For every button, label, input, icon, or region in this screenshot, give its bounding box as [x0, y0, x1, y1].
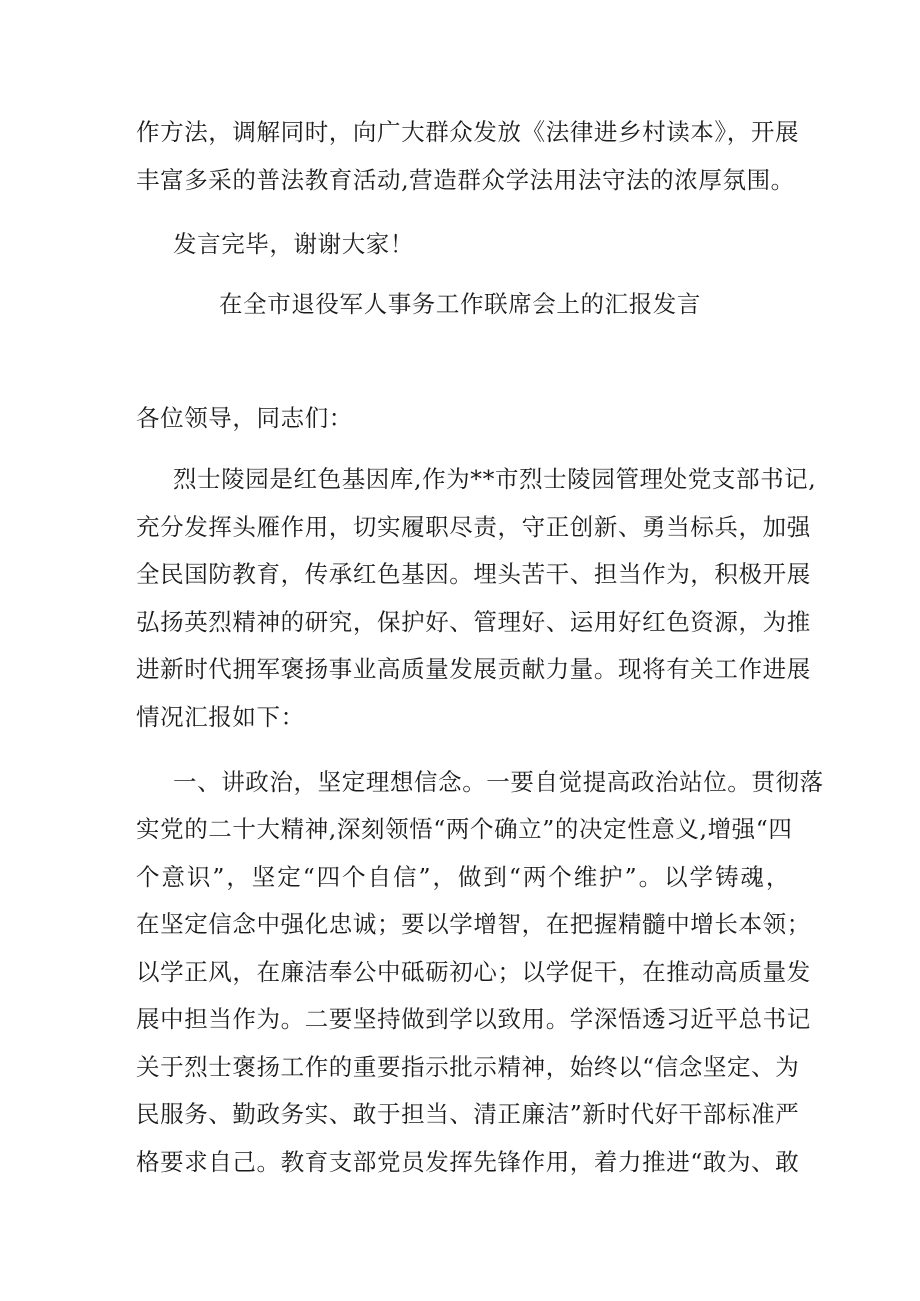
- paragraph-line: 在坚定信念中强化忠诚；要以学增智，在把握精髓中增长本领；: [136, 910, 811, 938]
- text-line: 丰富多采的普法教育活动,营造群众学法用法守法的浓厚氛围。: [136, 166, 795, 194]
- paragraph-line: 弘扬英烈精神的研究，保护好、管理好、运用好红色资源，为推: [136, 608, 811, 636]
- paragraph-line: 民服务、勤政务实、敢于担当、清正廉洁”新时代好干部标准严: [136, 1100, 800, 1128]
- paragraph-line: 全民国防教育，传承红色基因。埋头苦干、担当作为，积极开展: [136, 560, 811, 588]
- paragraph-line: 一、讲政治，坚定理想信念。一要自觉提高政治站位。贯彻落: [173, 768, 824, 796]
- paragraph-line: 烈士陵园是红色基因库,作为**市烈士陵园管理处党支部书记,: [173, 465, 817, 493]
- paragraph-line: 情况汇报如下：: [136, 703, 305, 731]
- paragraph-line: 格要求自己。教育支部党员发挥先锋作用，着力推进“敢为、敢: [136, 1148, 800, 1176]
- paragraph-line: 充分发挥头雁作用，切实履职尽责，守正创新、勇当标兵，加强: [136, 513, 811, 541]
- paragraph-line: 展中担当作为。二要坚持做到学以致用。学深悟透习近平总书记: [136, 1005, 811, 1033]
- paragraph-line: 以学正风，在廉洁奉公中砥砺初心；以学促干，在推动高质量发: [136, 958, 811, 986]
- text-line: 作方法，调解同时，向广大群众发放《法律进乡村读本》，开展: [136, 118, 800, 146]
- salutation: 各位领导，同志们：: [136, 404, 353, 432]
- paragraph-line: 关于烈士褒扬工作的重要指示批示精神，始终以“信念坚定、为: [136, 1053, 800, 1081]
- paragraph-line: 个意识”，坚定“四个自信”，做到“两个维护”。以学铸魂，: [136, 863, 790, 891]
- document-title: 在全市退役军人事务工作联席会上的汇报发言: [219, 290, 701, 318]
- closing-remark: 发言完毕，谢谢大家！: [173, 230, 414, 258]
- paragraph-line: 进新时代拥军褒扬事业高质量发展贡献力量。现将有关工作进展: [136, 655, 811, 683]
- paragraph-line: 实党的二十大精神,深刻领悟“两个确立”的决定性意义,增强“四: [136, 815, 793, 843]
